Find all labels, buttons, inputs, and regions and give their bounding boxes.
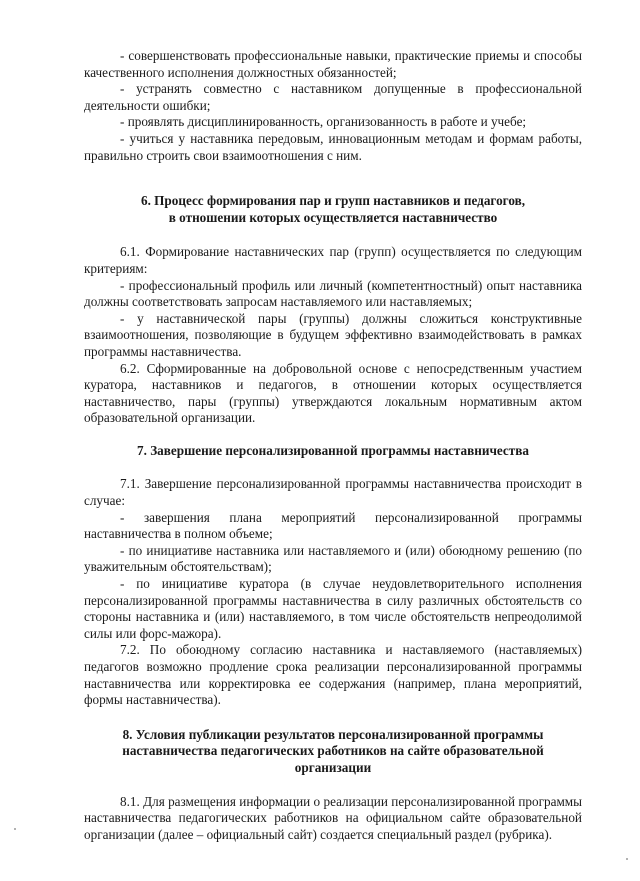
- section-7-item-2: - по инициативе наставника или наставляемого и (или) обоюдному решению (по уважительным обстоятельствам);: [84, 542, 582, 575]
- section-7-paragraph-1: 7.1. Завершение персонализированной программы наставничества происходит в случае:: [84, 476, 582, 509]
- section-8-heading: [84, 727, 582, 777]
- section-6-paragraph-1: 6.1. Формирование наставнических пар (групп) осуществляется по следующим критериям:: [84, 244, 582, 276]
- intro-item-2: - устранять совместно с наставником допущенные в профессиональной деятельности ошибки;: [84, 81, 582, 113]
- section-6-item-2: - у наставнической пары (группы) должны сложиться конструктивные взаимоотношения, позволяющие в будущем эффективно взаимодействовать в рамках программы наставничества.: [84, 310, 582, 359]
- section-6-heading: [84, 193, 582, 226]
- scan-speck-right: [626, 858, 628, 860]
- section-7-heading: [84, 443, 582, 460]
- document-page: [84, 48, 582, 843]
- section-8-title-line-3: организации: [294, 759, 372, 775]
- section-6-paragraph-2: 6.2. Сформированные на добровольной основе с непосредственным участием куратора, наставников и педагогов, в отношении которых осуществляется наставничество, пары (группы) утверждаются локальным нормативным актом образовательной организации.: [84, 360, 582, 426]
- section-6-title-line-1: 6. Процесс формирования пар и групп наставников и педагогов,: [140, 193, 526, 209]
- section-6-item-1: - профессиональный профиль или личный (компетентностный) опыт наставника должны соответствовать запросам наставляемого или наставляемых;: [84, 277, 582, 310]
- scan-speck-left: [14, 828, 16, 830]
- section-8-title-line-2: наставничества педагогических работников на сайте образовательной: [122, 743, 544, 759]
- intro-item-1: - совершенствовать профессиональные навыки, практические приемы и способы качественного исполнения должностных обязанностей;: [84, 48, 582, 80]
- section-7-paragraph-2: 7.2. По обоюдному согласию наставника и наставляемого (наставляемых) педагогов возможно продление срока реализации персонализированной программы наставничества или корректировка ее содержания (например, плана мероприятий, формы наставничества).: [84, 642, 582, 708]
- section-7-title: 7. Завершение персонализированной программы наставничества: [137, 442, 529, 458]
- intro-item-3: - проявлять дисциплинированность, организованность в работе и учебе;: [120, 114, 527, 130]
- section-8-paragraph-1: 8.1. Для размещения информации о реализации персонализированной программы наставничества педагогических работников на официальном сайте образовательной организации (далее – официальный сайт) создается специальный раздел (рубрика).: [84, 793, 582, 842]
- section-8-title-line-1: 8. Условия публикации результатов персонализированной программы: [122, 726, 544, 742]
- intro-item-4: - учиться у наставника передовым, инновационным методам и формам работы, правильно строить свои взаимоотношения с ним.: [84, 130, 582, 163]
- section-7-item-1: - завершения плана мероприятий персонализированной программы наставничества в полном объеме;: [84, 509, 582, 542]
- section-7-item-3: - по инициативе куратора (в случае неудовлетворительного исполнения персонализированной программы наставничества в силу различных обстоятельств со стороны наставника и (или) наставляемого, в том числе обстоятельств непреодолимой силы или форс-мажора).: [84, 576, 582, 641]
- section-6-title-line-2: в отношении которых осуществляется наставничество: [168, 209, 498, 225]
